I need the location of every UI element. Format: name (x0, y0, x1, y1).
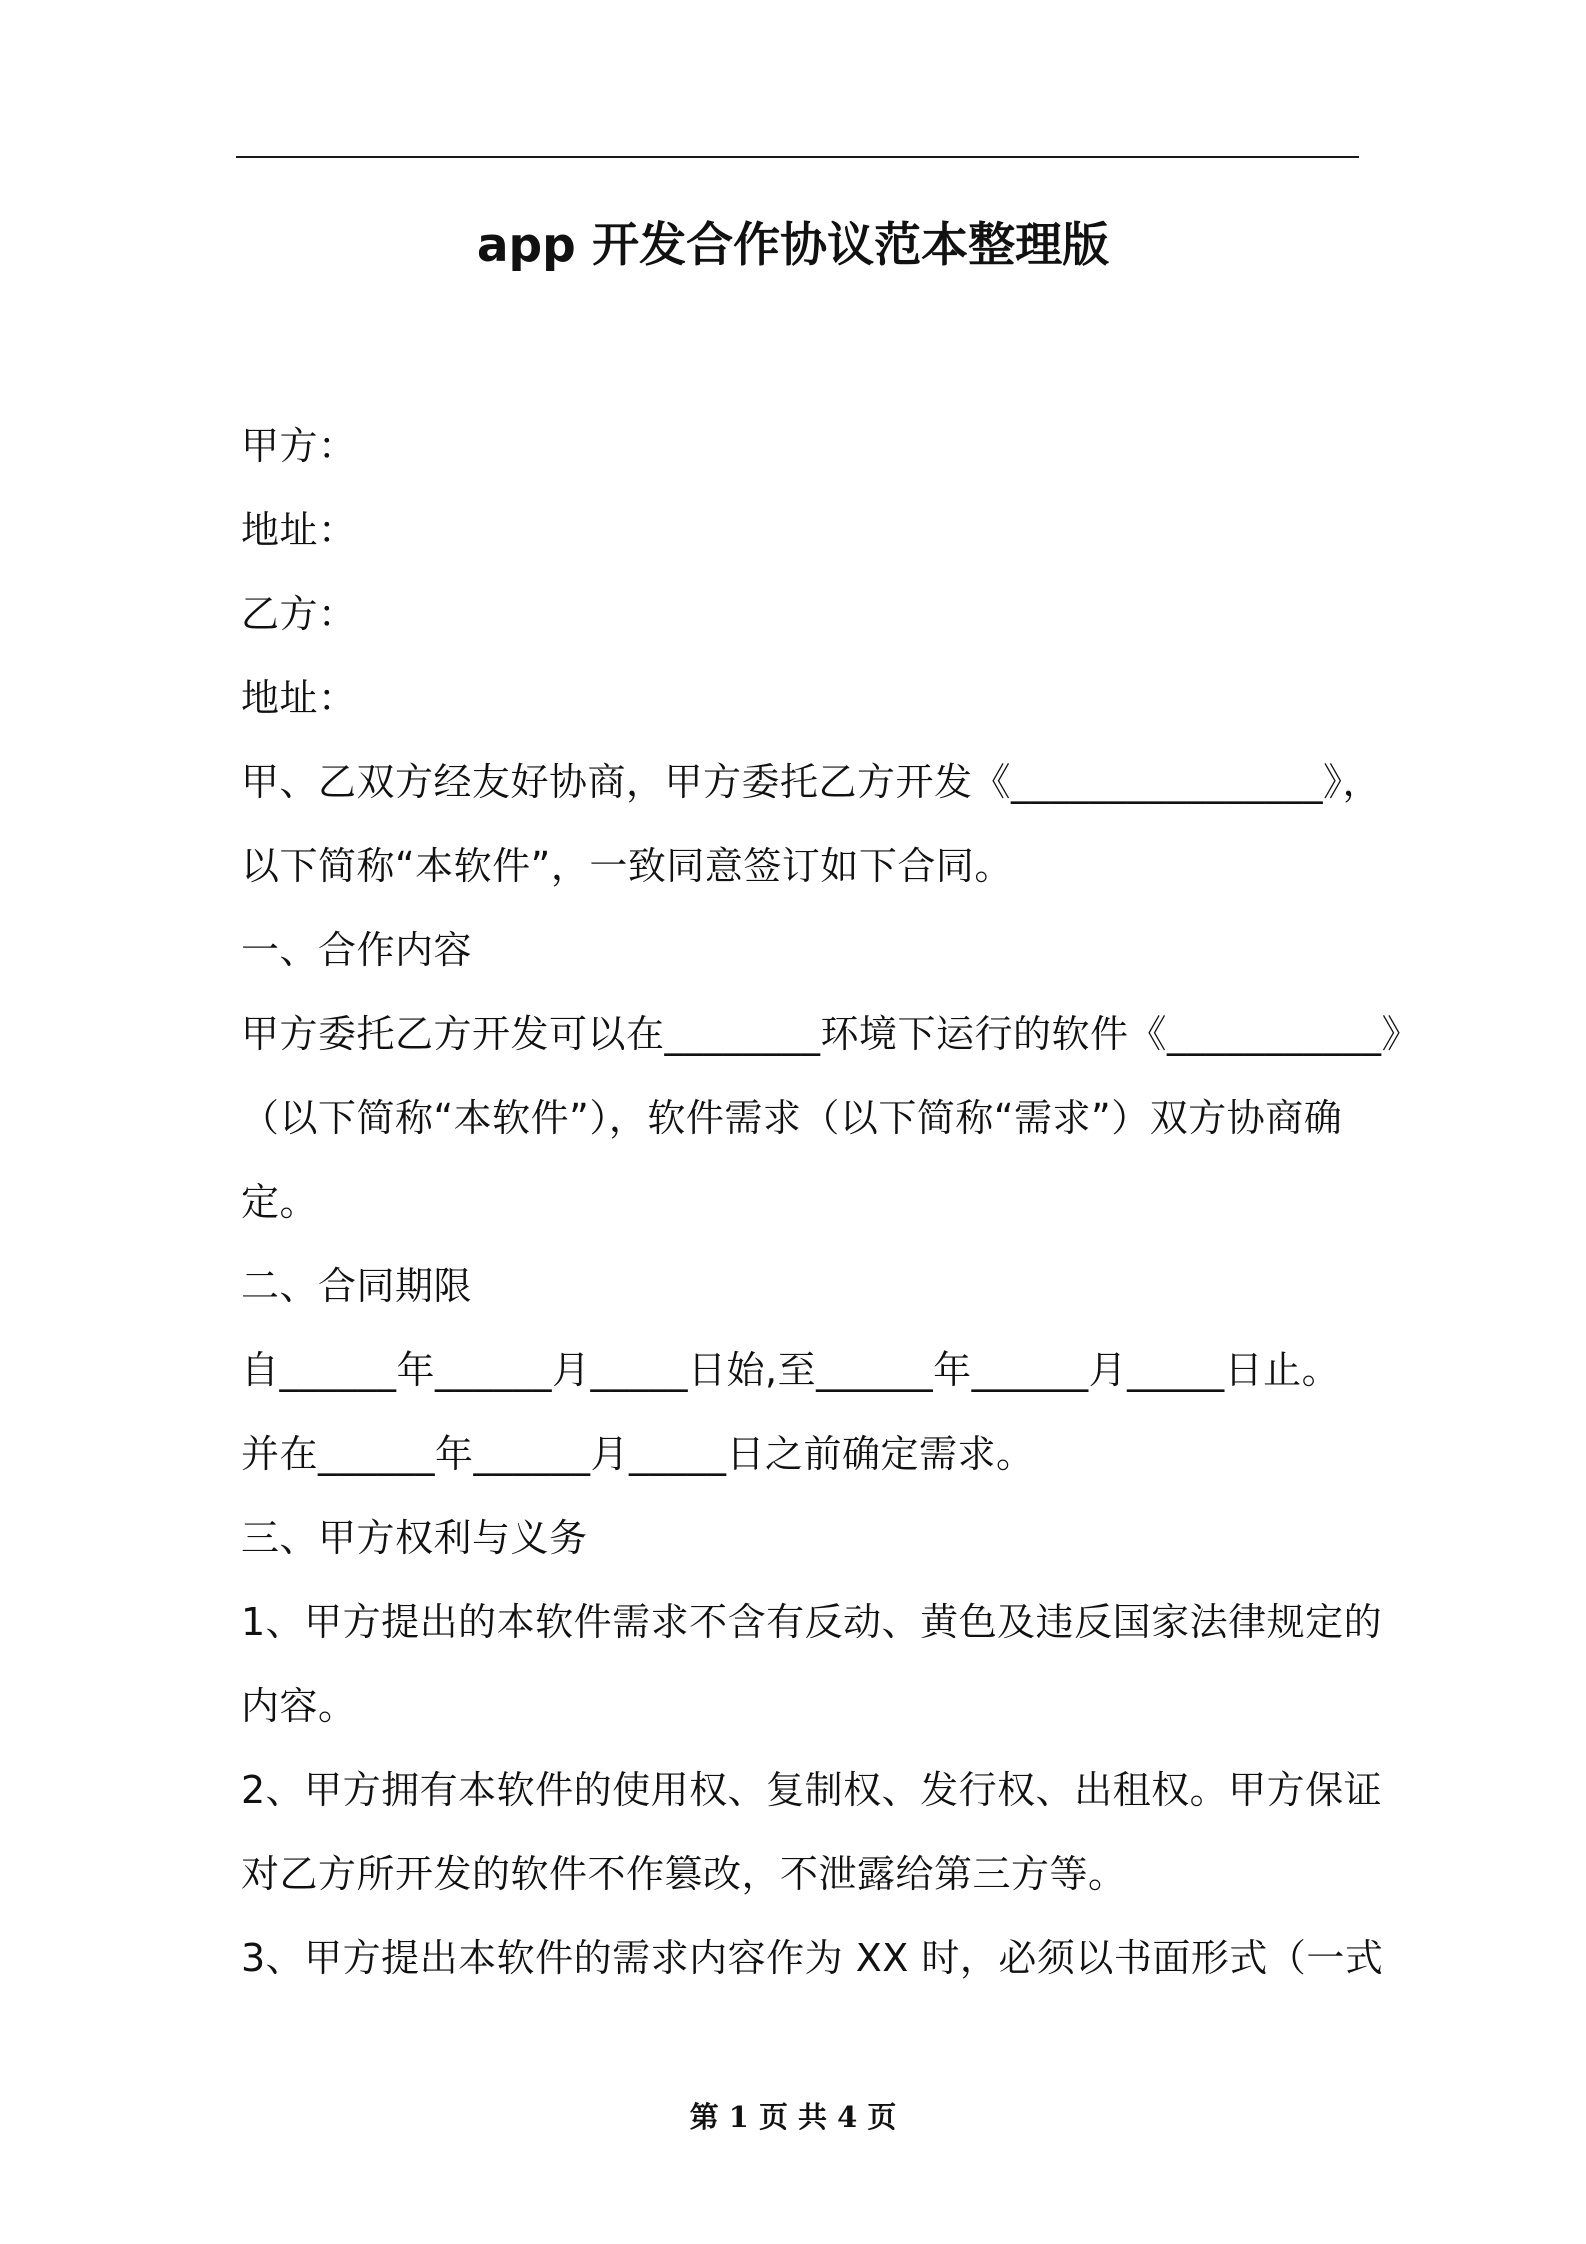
term-paragraph-line-1: 自______年______月_____日始,至______年______月_____日止。 (241, 1348, 1341, 1392)
document-title: app 开发合作协议范本整理版 (476, 218, 1110, 273)
clause-1-line-2: 内容。 (241, 1684, 357, 1728)
header-rule (236, 156, 1359, 158)
intro-paragraph-line-1: 甲、乙双方经友好协商，甲方委托乙方开发《________________》， (241, 760, 1382, 804)
party-b-line: 乙方： (241, 592, 357, 636)
cooperation-paragraph-line-3: 定。 (241, 1180, 319, 1224)
clause-1-line-1: 1、甲方提出的本软件需求不含有反动、黄色及违反国家法律规定的 (241, 1600, 1383, 1644)
document-body (241, 404, 1421, 2000)
party-a-line: 甲方： (241, 424, 357, 468)
cooperation-paragraph-line-2: （以下简称“本软件”），软件需求（以下简称“需求”）双方协商确 (241, 1096, 1343, 1140)
section-heading-cooperation: 一、合作内容 (241, 928, 473, 972)
page-number-footer: 第 1 页 共 4 页 (689, 2100, 897, 2134)
term-paragraph-line-2: 并在______年______月_____日之前确定需求。 (241, 1432, 1035, 1476)
section-heading-term: 二、合同期限 (241, 1264, 473, 1308)
clause-2-line-2: 对乙方所开发的软件不作篡改，不泄露给第三方等。 (241, 1852, 1127, 1896)
section-heading-party-a-rights: 三、甲方权利与义务 (241, 1516, 588, 1560)
party-b-address-line: 地址： (241, 676, 357, 720)
clause-3-line-1: 3、甲方提出本软件的需求内容作为 XX 时，必须以书面形式（一式 (241, 1936, 1384, 1980)
intro-paragraph-line-2: 以下简称“本软件”，一致同意签订如下合同。 (241, 844, 1013, 888)
cooperation-paragraph-line-1: 甲方委托乙方开发可以在________环境下运行的软件《___________》 (241, 1012, 1421, 1056)
party-a-address-line: 地址： (241, 508, 357, 552)
clause-2-line-1: 2、甲方拥有本软件的使用权、复制权、发行权、出租权。甲方保证 (241, 1768, 1383, 1812)
